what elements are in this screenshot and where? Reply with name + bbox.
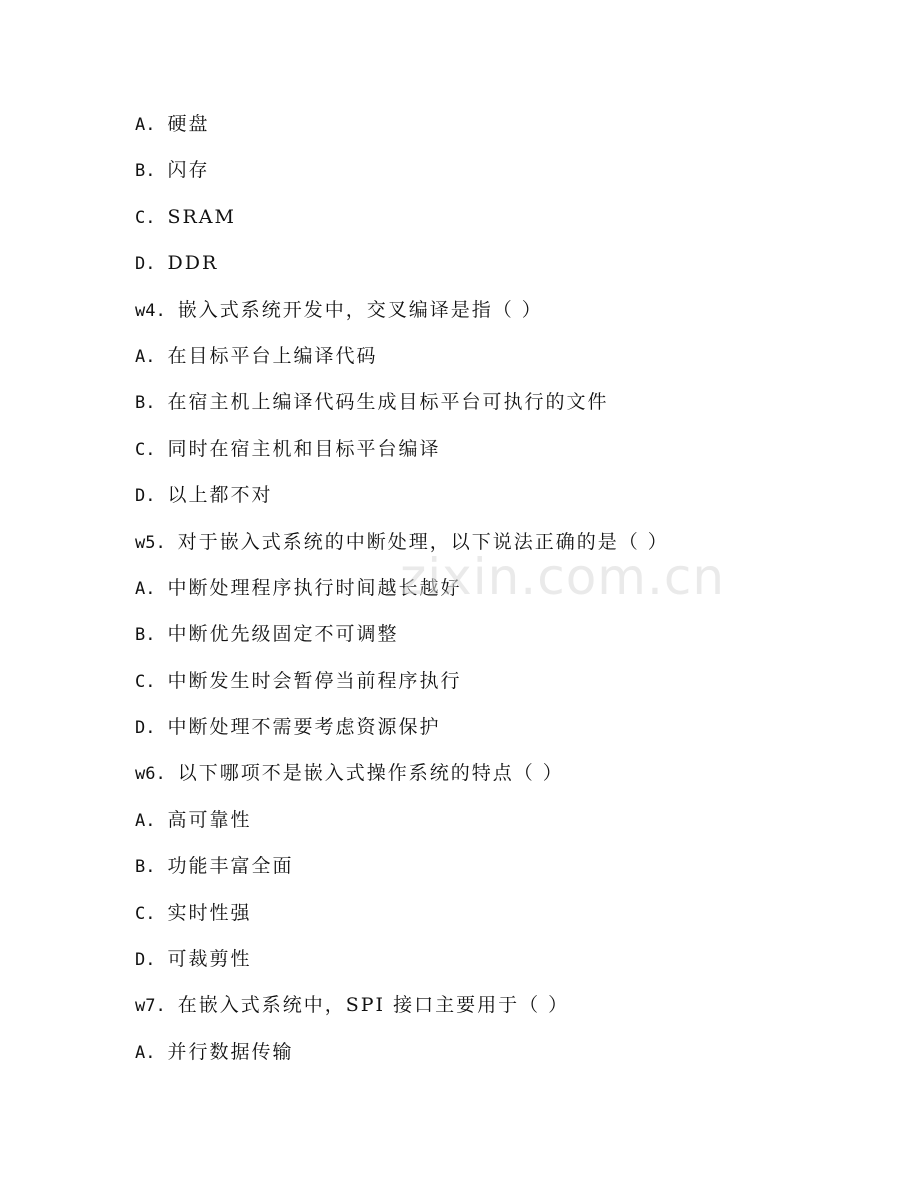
option-line [135,800,855,846]
question-number: w4. [135,300,166,321]
option-line [135,243,855,289]
option-text: 功能丰富全面 [167,855,294,878]
option-prefix: D. [135,718,156,739]
option-line [135,1032,855,1078]
option-prefix: A. [135,1042,156,1063]
question-number: w7. [135,996,166,1017]
option-prefix: A. [135,810,156,831]
option-text: 闪存 [167,159,210,182]
question-list [135,104,855,1078]
watermark: zixin.com.cn [400,548,726,606]
option-prefix: B. [135,161,156,182]
option-line [135,707,855,753]
question-text: 以下哪项不是嵌入式操作系统的特点（ ） [177,762,564,785]
option-line [135,150,855,196]
option-text: 在目标平台上编译代码 [167,344,378,367]
question-line [135,753,855,799]
option-line [135,429,855,475]
option-line [135,197,855,243]
question-text: 在嵌入式系统中，SPI 接口主要用于（ ） [177,994,570,1017]
question-text: 嵌入式系统开发中，交叉编译是指（ ） [177,298,543,321]
option-prefix: A. [135,346,156,367]
option-text: 以上都不对 [167,484,273,507]
option-text: 中断发生时会暂停当前程序执行 [167,669,462,692]
option-text: DDR [167,252,219,275]
option-line [135,475,855,521]
option-text: 在宿主机上编译代码生成目标平台可执行的文件 [167,391,609,414]
option-prefix: C. [135,903,156,924]
option-prefix: D. [135,486,156,507]
option-prefix: A. [135,578,156,599]
option-line [135,939,855,985]
option-text: SRAM [167,205,236,228]
option-text: 可裁剪性 [167,948,252,971]
option-text: 同时在宿主机和目标平台编译 [167,437,441,460]
option-prefix: A. [135,115,156,135]
option-prefix: D. [135,950,156,971]
option-text: 实时性强 [167,901,252,924]
option-text: 硬盘 [167,113,210,135]
option-line [135,336,855,382]
option-text: 中断优先级固定不可调整 [167,623,399,646]
question-line [135,985,855,1031]
option-line [135,382,855,428]
option-line [135,661,855,707]
question-line [135,290,855,336]
option-line [135,846,855,892]
question-number: w5. [135,532,166,553]
option-prefix: C. [135,439,156,460]
option-prefix: B. [135,857,156,878]
option-line [135,614,855,660]
question-line [135,522,855,568]
option-prefix: C. [135,207,156,228]
option-line [135,568,855,614]
option-text: 并行数据传输 [167,1040,294,1063]
option-text: 中断处理程序执行时间越长越好 [167,576,462,599]
question-text: 对于嵌入式系统的中断处理，以下说法正确的是（ ） [177,530,669,553]
option-prefix: C. [135,671,156,692]
question-number: w6. [135,764,166,785]
option-prefix: B. [135,625,156,646]
option-line [135,104,855,150]
option-line [135,893,855,939]
option-text: 中断处理不需要考虑资源保护 [167,716,441,739]
option-text: 高可靠性 [167,808,252,831]
option-prefix: D. [135,254,156,275]
option-prefix: B. [135,393,156,414]
